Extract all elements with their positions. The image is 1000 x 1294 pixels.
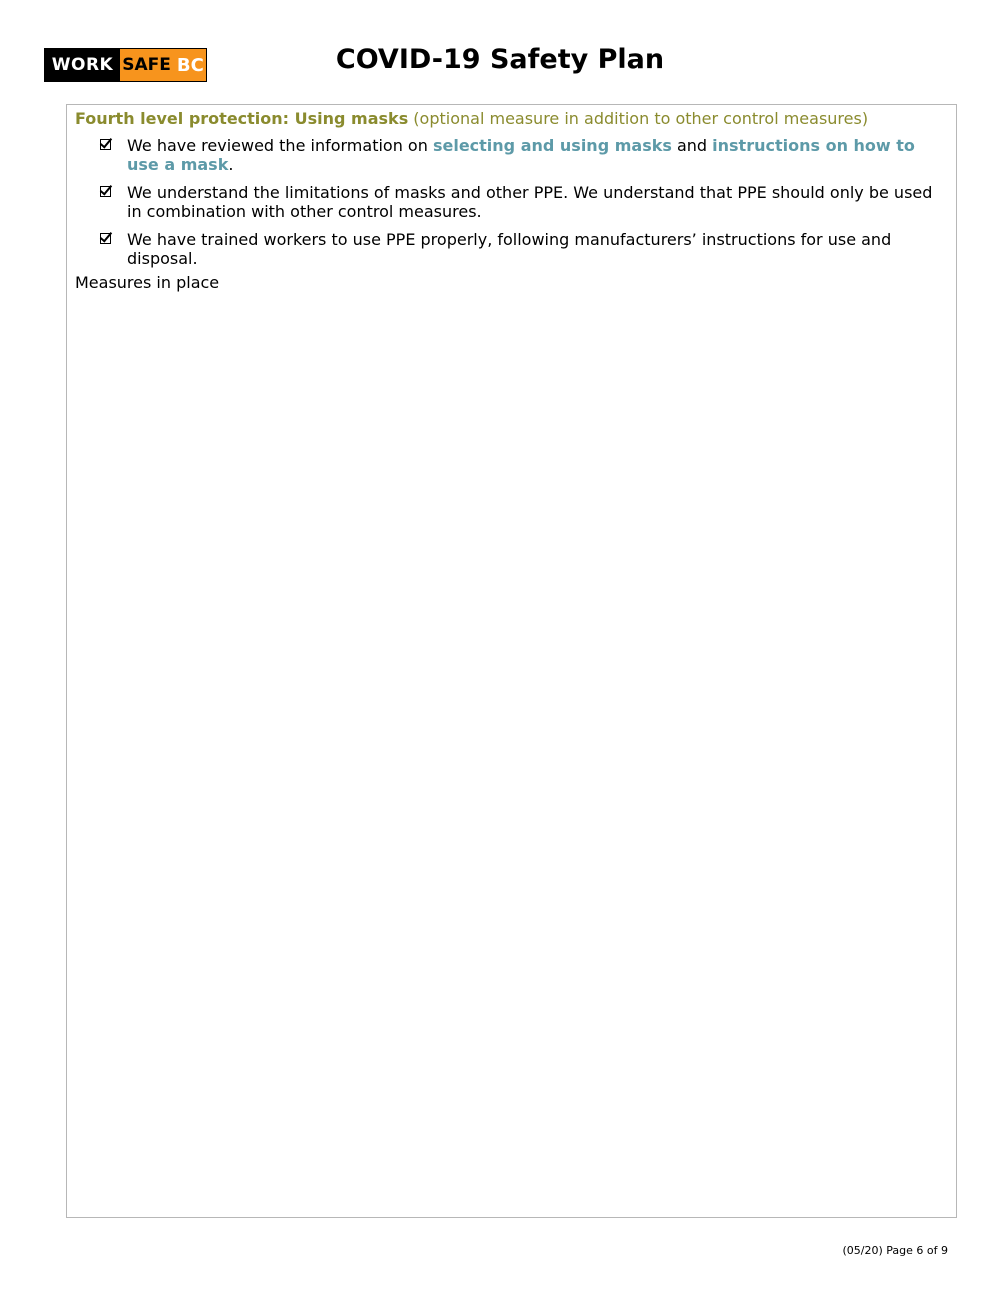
checked-checkbox-icon[interactable] <box>100 233 111 244</box>
checklist-item-text: and <box>671 136 713 155</box>
checklist-item-text: We understand the limitations of masks and other PPE. We understand that PPE should only be used in combination with other control measures. <box>127 183 933 221</box>
checklist-item-text: We have trained workers to use PPE properly, following manufacturers’ instructions for use and disposal. <box>127 230 892 268</box>
section-heading <box>75 109 948 128</box>
logo-work-text: WORK <box>51 55 114 75</box>
masks-section-panel <box>66 104 957 1218</box>
checklist-item-text: . <box>228 155 234 174</box>
checklist-item-reviewed-info <box>75 136 948 174</box>
link-instructions-use-mask[interactable]: instructions on how to use a mask <box>127 136 915 174</box>
checklist-item-limitations <box>75 183 948 221</box>
page-footer: (05/20) Page 6 of 9 <box>842 1244 948 1257</box>
checklist-item-text: We have reviewed the information on <box>127 136 433 155</box>
measures-in-place-label: Measures in place <box>75 273 220 292</box>
page-title: COVID-19 Safety Plan <box>335 44 665 75</box>
checklist-item-trained-workers <box>75 230 948 268</box>
section-heading-note: (optional measure in addition to other control measures) <box>408 109 869 128</box>
section-heading-title: Fourth level protection: Using masks <box>75 109 409 128</box>
checklist <box>75 136 948 268</box>
logo-bc-text: BC <box>176 54 204 76</box>
checked-checkbox-icon[interactable] <box>100 186 111 197</box>
checked-checkbox-icon[interactable] <box>100 139 111 150</box>
link-selecting-using-masks[interactable]: selecting and using masks <box>432 136 672 155</box>
logo-safe-text: SAFE <box>122 55 171 75</box>
